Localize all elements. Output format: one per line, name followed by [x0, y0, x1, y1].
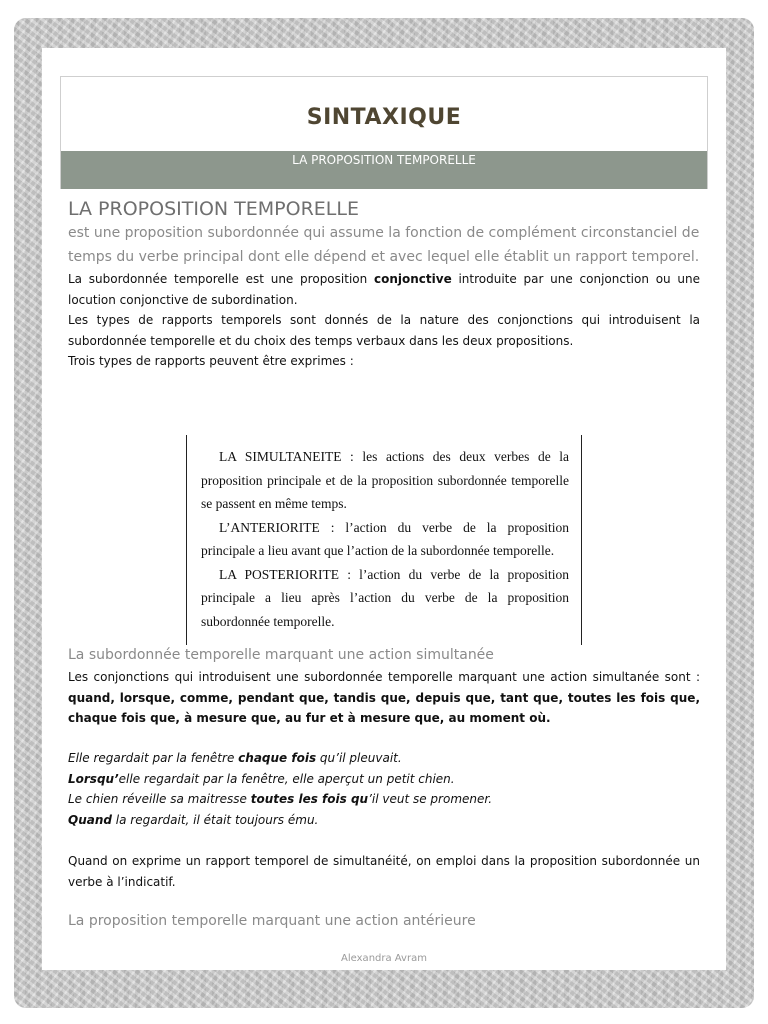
- relations-box: [186, 435, 582, 645]
- text-span: introduite par une conjonction ou une locution conjonctive de subordination.: [68, 272, 700, 307]
- relation-anteriorite: L’ANTERIORITE : l’action du verbe de la proposition principale a lieu avant que l’action de la subordonnée temporelle.: [201, 519, 569, 558]
- text-span: La subordonnée temporelle est une proposition: [68, 272, 374, 286]
- bold-term: Quand: [68, 812, 112, 827]
- definition-text: est une proposition subordonnée qui assume la fonction de complément circonstanciel de temps du verbe principal dont elle dépend et avec lequel elle établit un rapport temporel.: [68, 225, 700, 265]
- bold-term: toutes les fois qu: [250, 792, 369, 806]
- anterieure-heading: La proposition temporelle marquant une action antérieure: [68, 913, 476, 929]
- document-page: [42, 48, 726, 970]
- example-line: [68, 748, 700, 769]
- example-line: [68, 810, 700, 831]
- text-span: ’il veut se promener.: [368, 792, 493, 806]
- section-heading: LA PROPOSITION TEMPORELLE: [68, 198, 359, 220]
- text-span: elle regardait par la fenêtre, elle aperçut un petit chien.: [118, 771, 455, 786]
- subtitle-band: LA PROPOSITION TEMPORELLE: [61, 151, 707, 189]
- bold-term: conjonctive: [373, 272, 452, 286]
- examples-list: [68, 748, 700, 830]
- paragraph-conjonctive: [68, 269, 700, 310]
- text-span: Elle regardait par la fenêtre: [68, 751, 239, 765]
- text-span: Le chien réveille sa maitresse: [68, 792, 251, 806]
- paragraph-trois-types: Trois types de rapports peuvent être exprimes :: [68, 354, 354, 368]
- title-header: [60, 76, 708, 189]
- simultanee-heading: La subordonnée temporelle marquant une action simultanée: [68, 647, 494, 663]
- indicatif-note: Quand on exprime un rapport temporel de simultanéité, on emploi dans la proposition subordonnée un verbe à l’indicatif.: [68, 854, 700, 889]
- example-line: [68, 789, 700, 810]
- example-line: [68, 769, 700, 790]
- relation-posteriorite: LA POSTERIORITE : l’action du verbe de la proposition principale a lieu après l’action du verbe de la proposition subordonnée temporelle.: [201, 566, 569, 629]
- relation-simultaneite: LA SIMULTANEITE : les actions des deux verbes de la proposition principale et de la proposition subordonnée temporelle se passent en même temps.: [201, 449, 569, 511]
- conjunctions-list: quand, lorsque, comme, pendant que, tandis que, depuis que, tant que, toutes les fois que, chaque fois que, à mesure que, au fur et à mesure que, au moment où.: [68, 690, 700, 725]
- page-title: SINTAXIQUE: [306, 105, 462, 130]
- conjunctions-paragraph: [68, 667, 700, 729]
- text-span: Les conjonctions qui introduisent une subordonnée temporelle marquant une action simultanée sont :: [68, 670, 700, 684]
- paragraph-types: Les types de rapports temporels sont donnés de la nature des conjonctions qui introduisent la subordonnée temporelle et du choix des temps verbaux dans les deux propositions.: [68, 313, 700, 348]
- bold-term: chaque fois: [238, 751, 317, 765]
- text-span: la regardait, il était toujours ému.: [111, 812, 319, 827]
- footer-author: Alexandra Avram: [341, 953, 427, 964]
- text-span: qu’il pleuvait.: [316, 751, 402, 765]
- bold-term: Lorsqu’: [68, 771, 119, 786]
- intro-section: [68, 197, 700, 372]
